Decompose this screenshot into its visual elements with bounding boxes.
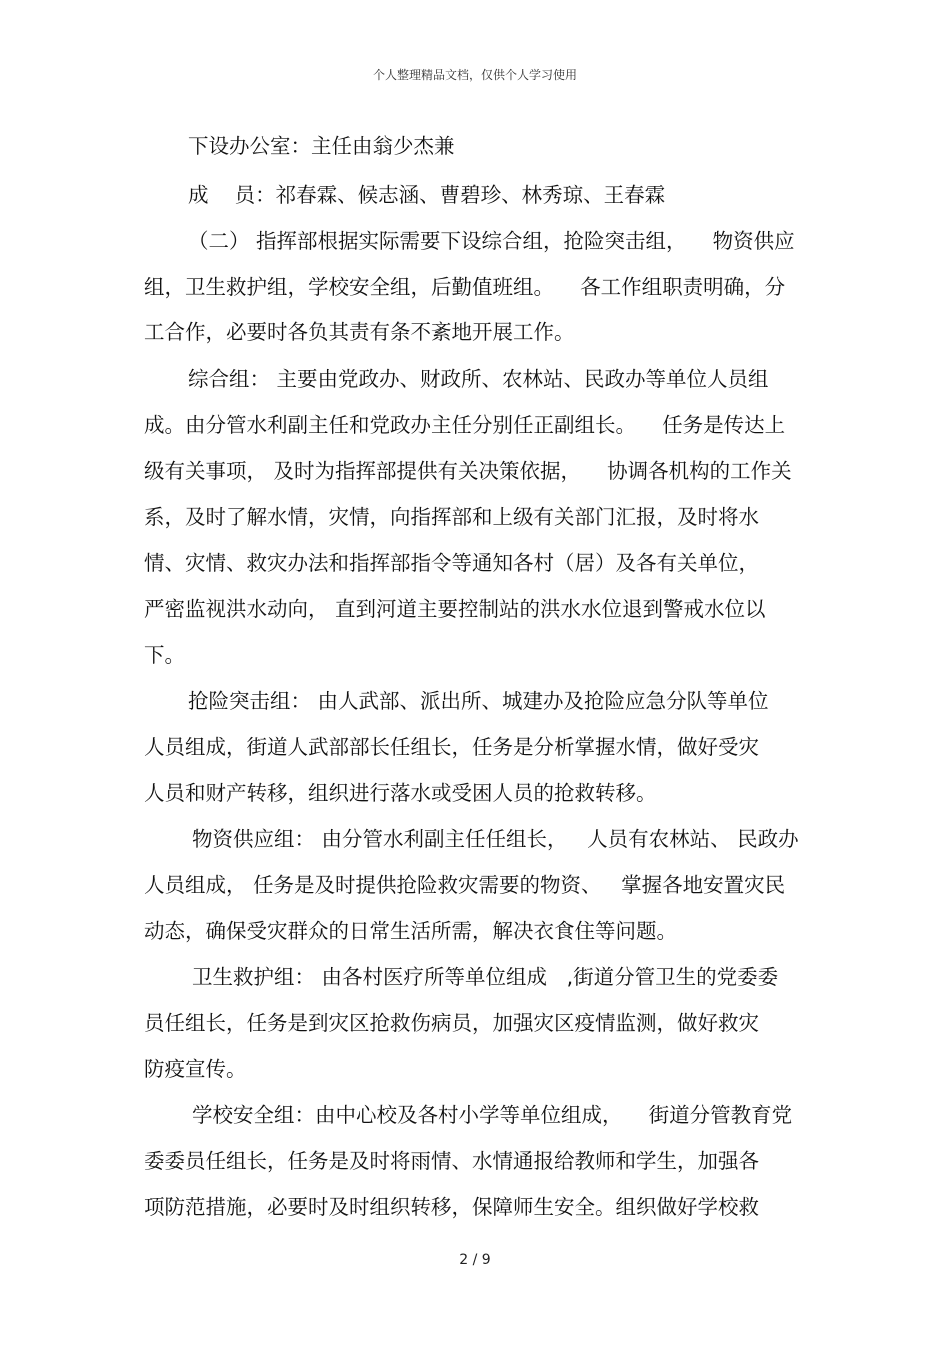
page-number: 2 / 9 — [459, 1252, 491, 1268]
body-line: 物资供应组： 由分管水利副主任任组长， 人员有农林站、 民政办 — [192, 827, 799, 851]
body-line: 下设办公室：主任由翁少杰兼 — [188, 134, 455, 158]
body-line: 组，卫生救护组，学校安全组，后勤值班组。 各工作组职责明确，分 — [144, 275, 786, 299]
body-line: 系，及时了解水情，灾情，向指挥部和上级有关部门汇报，及时将水 — [144, 505, 759, 529]
body-line: 下。 — [144, 643, 185, 667]
body-line: 人员组成， 任务是及时提供抢险救灾需要的物资、 掌握各地安置灾民 — [144, 873, 786, 897]
body-line: 抢险突击组： 由人武部、派出所、城建办及抢险应急分队等单位 — [188, 689, 769, 713]
body-line: 情、灾情、救灾办法和指挥部指令等通知各村（居）及各有关单位， — [144, 551, 759, 575]
body-line: 学校安全组：由中心校及各村小学等单位组成， 街道分管教育党 — [192, 1103, 793, 1127]
body-line: 项防范措施，必要时及时组织转移，保障师生安全。组织做好学校救 — [144, 1195, 759, 1219]
body-line: 防疫宣传。 — [144, 1057, 247, 1081]
body-line: 人员和财产转移，组织进行落水或受困人员的抢救转移。 — [144, 781, 657, 805]
body-line: 委委员任组长，任务是及时将雨情、水情通报给教师和学生，加强各 — [144, 1149, 759, 1173]
body-line: 严密监视洪水动向， 直到河道主要控制站的洪水水位退到警戒水位以 — [144, 597, 766, 621]
body-line: 卫生救护组： 由各村医疗所等单位组成 ,街道分管卫生的党委委 — [192, 965, 779, 989]
page-header: 个人整理精品文档，仅供个人学习使用 — [372, 68, 577, 82]
body-line: （二） 指挥部根据实际需要下设综合组，抢险突击组， 物资供应 — [188, 229, 795, 253]
body-line: 综合组： 主要由党政办、财政所、农林站、民政办等单位人员组 — [188, 367, 769, 391]
body-line: 成。由分管水利副主任和党政办主任分别任正副组长。 任务是传达上 — [144, 413, 786, 437]
body-line: 动态，确保受灾群众的日常生活所需，解决衣食住等问题。 — [144, 919, 677, 943]
body-line: 级有关事项， 及时为指挥部提供有关决策依据， 协调各机构的工作关 — [144, 459, 792, 483]
body-line: 成 员：祁春霖、候志涵、曹碧珍、林秀琼、王春霖 — [188, 183, 666, 207]
body-line: 工合作，必要时各负其责有条不紊地开展工作。 — [144, 320, 575, 344]
body-line: 员任组长，任务是到灾区抢救伤病员，加强灾区疫情监测，做好救灾 — [144, 1011, 759, 1035]
body-line: 人员组成，街道人武部部长任组长，任务是分析掌握水情，做好受灾 — [144, 735, 759, 759]
